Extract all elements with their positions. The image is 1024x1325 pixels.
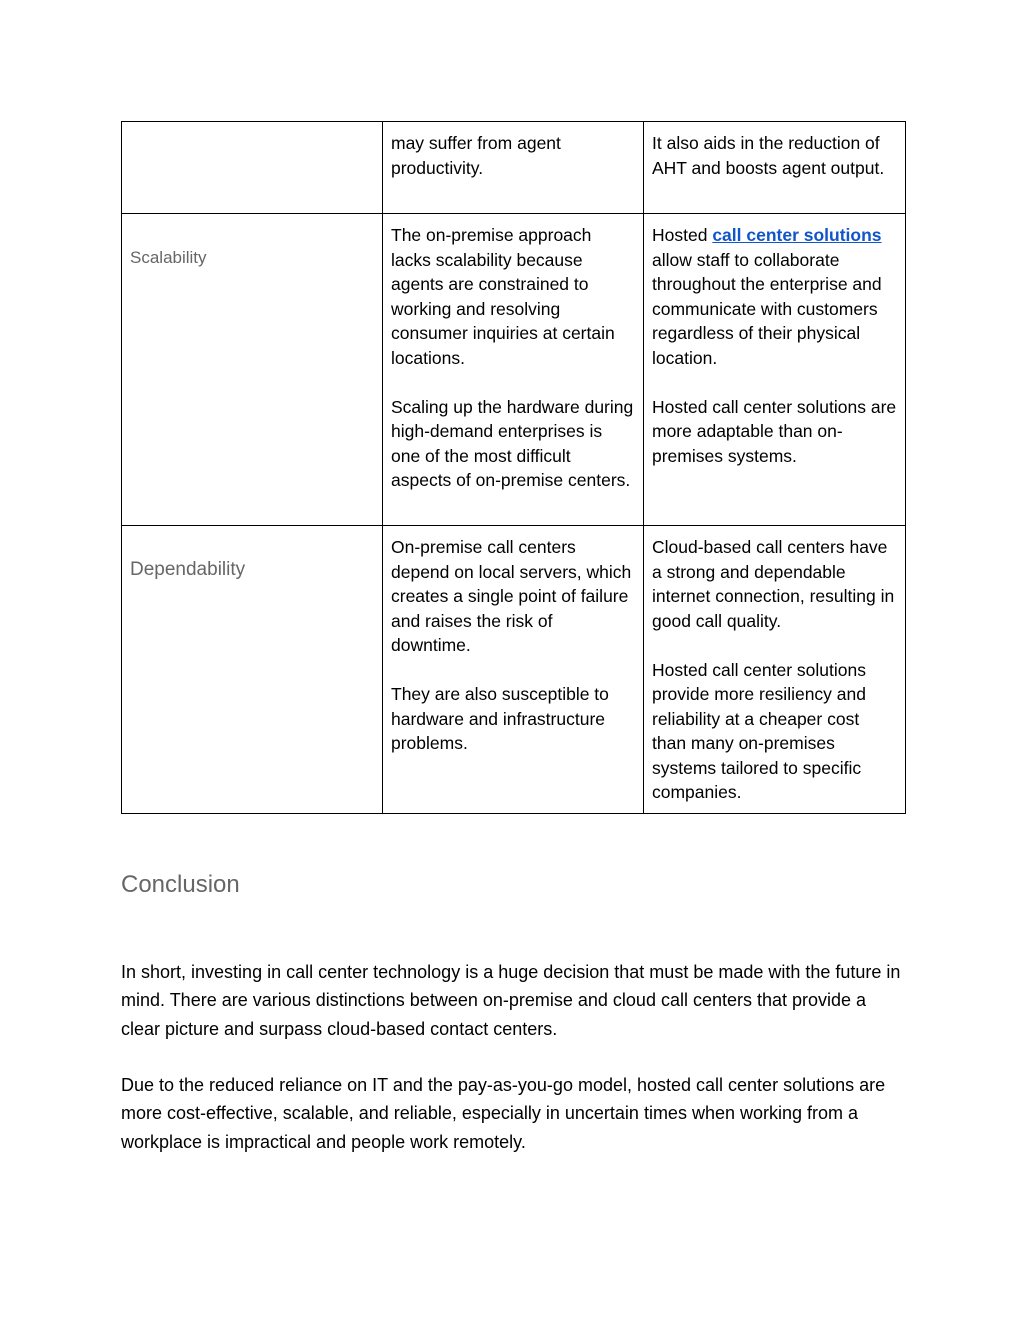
document-page bbox=[121, 121, 905, 1152]
cell-paragraph: Scaling up the hardware during high-demand enterprises is one of the most difficult aspects of on-premise centers. bbox=[391, 396, 634, 490]
cell-paragraph-with-link bbox=[652, 223, 897, 370]
feature-cell bbox=[122, 526, 383, 814]
cell-paragraph: Hosted call center solutions are more adaptable than on-premises systems. bbox=[652, 396, 897, 466]
on-premise-cell bbox=[383, 526, 644, 814]
on-premise-cell bbox=[383, 122, 644, 214]
cell-paragraph: It also aids in the reduction of AHT and boosts agent output. bbox=[652, 133, 885, 178]
link-suffix-text: allow staff to collaborate throughout the enterprise and communicate with customers regardless of their physical location. bbox=[652, 249, 882, 368]
link-prefix-text: Hosted bbox=[652, 225, 713, 245]
conclusion-paragraph: Due to the reduced reliance on IT and the pay-as-you-go model, hosted call center solutions are more cost-effective, scalable, and reliable, especially in uncertain times when working from a workplace is impractical and people work remotely. bbox=[121, 1075, 886, 1152]
cell-paragraph: Cloud-based call centers have a strong and dependable internet connection, resulting in good call quality. bbox=[652, 537, 895, 631]
feature-cell bbox=[122, 214, 383, 526]
cell-paragraph: may suffer from agent productivity. bbox=[391, 133, 561, 178]
table-row bbox=[122, 214, 906, 526]
feature-cell bbox=[122, 122, 383, 214]
hosted-cell bbox=[644, 214, 906, 526]
call-center-solutions-link[interactable]: call center solutions bbox=[712, 225, 882, 245]
table-row bbox=[122, 526, 906, 814]
cell-paragraph: Hosted call center solutions provide more resiliency and reliability at a cheaper cost than many on-premises systems tailored to specific companies. bbox=[652, 659, 866, 802]
table-row bbox=[122, 122, 906, 214]
cell-paragraph: The on-premise approach lacks scalability because agents are constrained to working and resolving consumer inquiries at certain locations. bbox=[391, 225, 615, 368]
hosted-cell bbox=[644, 122, 906, 214]
on-premise-cell bbox=[383, 214, 644, 526]
cell-paragraph: On-premise call centers depend on local servers, which creates a single point of failure and raises the risk of downtime. bbox=[391, 537, 632, 655]
feature-label-dependability: Dependability bbox=[130, 559, 246, 580]
cell-paragraph: They are also susceptible to hardware and infrastructure problems. bbox=[391, 684, 609, 753]
hosted-cell bbox=[644, 526, 906, 814]
conclusion-heading: Conclusion bbox=[121, 871, 240, 898]
feature-label-scalability: Scalability bbox=[130, 248, 207, 267]
comparison-table bbox=[121, 121, 906, 814]
conclusion-paragraph: In short, investing in call center technology is a huge decision that must be made with the future in mind. There are various distinctions between on-premise and cloud call centers that provide a clear picture and surpass cloud-based contact centers. bbox=[121, 962, 901, 1039]
